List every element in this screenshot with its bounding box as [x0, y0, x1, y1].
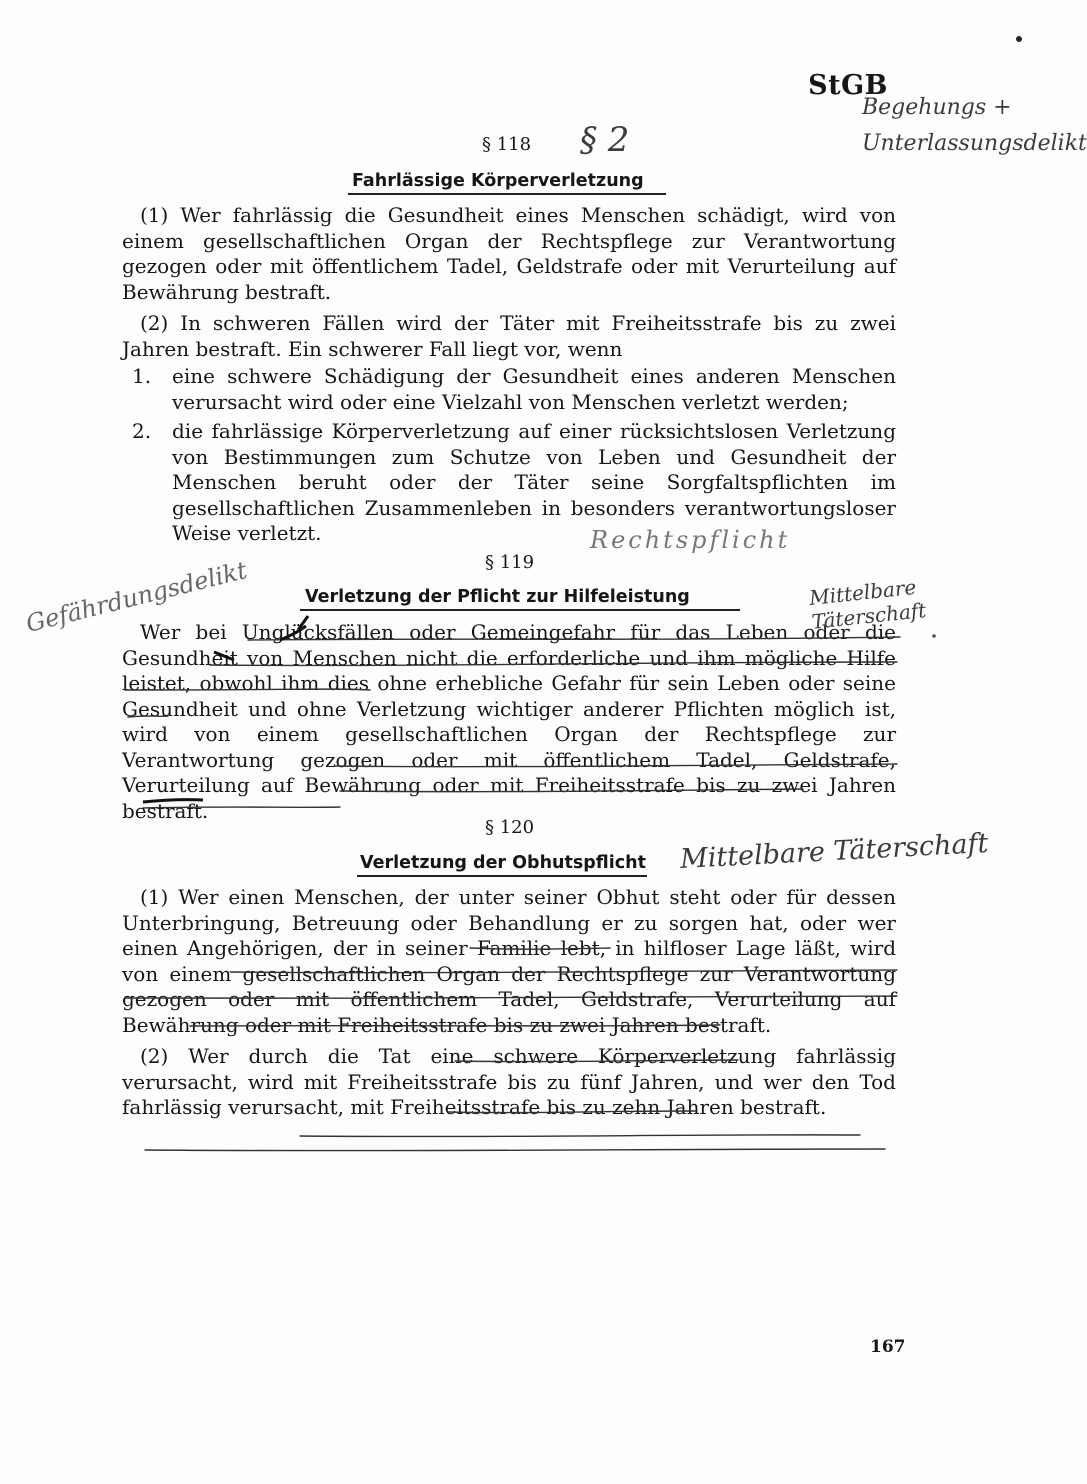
page-number: 167 [870, 1337, 906, 1357]
section-120-paragraph-2: (2) Wer durch die Tat eine schwere Körperverletzung fahrlässig verursacht, wird mit Freiheitsstrafe bis zu fünf Jahren, und wer den Tod fahrlässig verursacht, mit Freiheitsstrafe bis zu zehn Jahren bestraft. [122, 1044, 896, 1119]
section-118-paragraph-1: (1) Wer fahrlässig die Gesundheit eines Menschen schädigt, wird von einem gesellschaftlichen Organ der Rechtspflege zur Verantwortung gezogen oder mit öffentlichem Tadel, Geldstrafe oder mit Verurteilung auf Bewährung bestraft. [122, 203, 896, 304]
section-number-119: § 119 [485, 552, 535, 573]
pencil-dot [932, 634, 936, 638]
list-item-text: die fahrlässige Körperverletzung auf einer rücksichtslosen Verletzung von Bestimmungen zum Schutze von Leben und Gesundheit der Menschen beruht oder der Täter seine Sorgfaltspflichten im gesellschaftlichen Zusammenleben in besonders verantwortungsloser Weise verletzt. [172, 419, 896, 545]
section-title-118: Fahrlässige Körperverletzung [352, 171, 644, 191]
section-title-119: Verletzung der Pflicht zur Hilfeleistung [305, 587, 690, 607]
handwritten-margin-note: Begehungs + Unterlassungsdelikt [862, 95, 1087, 156]
section-number-118: § 118 [482, 134, 532, 155]
list-item-number: 2. [132, 419, 152, 443]
list-item-text: eine schwere Schädigung der Gesundheit eines anderen Menschen verursacht wird oder eine Vielzahl von Menschen verletzt werden; [172, 364, 896, 414]
list-item-number: 1. [132, 364, 152, 388]
title-underline-120 [357, 875, 647, 877]
title-underline-118 [348, 193, 666, 195]
handwritten-section-mark: § 2 [580, 120, 630, 160]
handwritten-margin-right-119: Mittelbare Täterschaft [808, 574, 928, 634]
section-119-body [122, 620, 896, 824]
underline-mark [300, 1135, 860, 1137]
list-item [122, 364, 896, 415]
ink-dot [1016, 36, 1022, 42]
section-120-body [122, 885, 896, 1121]
handwritten-margin-right-120: Mittelbare Täterschaft [679, 827, 990, 876]
section-120-paragraph-1: (1) Wer einen Menschen, der unter seiner Obhut steht oder für dessen Unterbringung, Betreuung oder Behandlung er zu sorgen hat, oder wer einen Angehörigen, der in seiner Familie lebt, in hilfloser Lage läßt, wird von einem gesellschaftlichen Organ der Rechtspflege zur Verantwortung gezogen oder mit öffentlichem Tadel, Geldstrafe, Verurteilung auf Bewährung oder mit Freiheitsstrafe bis zu zwei Jahren bestraft. [122, 885, 896, 1037]
handwritten-margin-left-119: Gefährdungsdelikt [23, 556, 250, 638]
section-118-body [122, 203, 896, 362]
section-119-paragraph-1: Wer bei Unglücksfällen oder Gemeingefahr für das Leben oder die Gesundheit von Menschen nicht die erforderliche und ihm mögliche Hilfe leistet, obwohl ihm dies ohne erhebliche Gefahr für sein Leben oder seine Gesundheit und ohne Verletzung wichtiger anderer Pflichten möglich ist, wird von einem gesellschaftlichen Organ der Rechtspflege zur Verantwortung gezogen oder mit öffentlichem Tadel, Geldstrafe, Verurteilung auf Bewährung oder mit Freiheitsstrafe bis zu zwei Jahren bestraft. [122, 620, 896, 823]
title-underline-119 [300, 609, 740, 611]
section-number-120: § 120 [485, 817, 535, 838]
section-title-120: Verletzung der Obhutspflicht [360, 853, 646, 873]
section-118-list [122, 364, 896, 551]
handwritten-note-above-119: Rechtspflicht [590, 526, 791, 554]
code-header: StGB [808, 70, 888, 101]
section-118-paragraph-2: (2) In schweren Fällen wird der Täter mit Freiheitsstrafe bis zu zwei Jahren bestraft. Ein schwerer Fall liegt vor, wenn [122, 311, 896, 361]
underline-mark [145, 1149, 885, 1151]
